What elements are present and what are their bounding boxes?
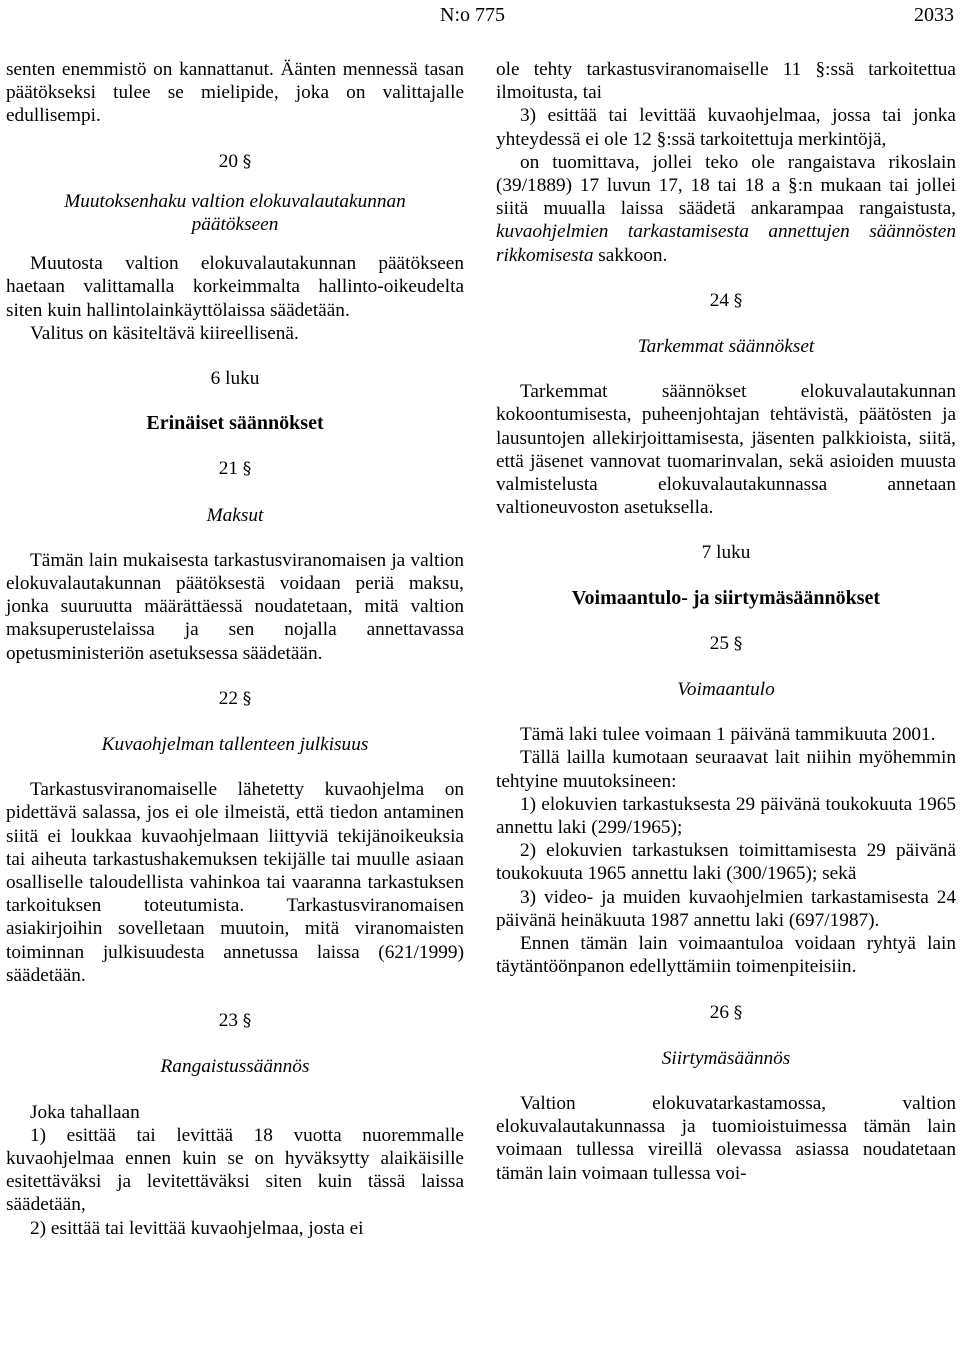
section-sign-icon: § bbox=[242, 459, 252, 480]
section-23-continuation-3 bbox=[496, 151, 956, 267]
section-20-title: Muutoksenhaku valtion elokuvalautakunnan päätökseen bbox=[64, 190, 406, 236]
section-25-paragraph-2: Tällä lailla kumotaan seuraavat lait niihin myöhemmin tehtyine muutoksineen: bbox=[496, 747, 956, 792]
offence-name: kuvaohjelmien tarkastamisesta annettujen säännösten rikkomisesta bbox=[496, 221, 956, 266]
chapter-7-title: Voimaantulo- ja siirtymäsäännökset bbox=[571, 586, 881, 609]
section-25-paragraph-1: Tämä laki tulee voimaan 1 päivänä tammikuuta 2001. bbox=[520, 724, 936, 746]
section-23-number: 23 bbox=[218, 1010, 238, 1032]
section-25-paragraph-6: Ennen tämän lain voimaantuloa voidaan ryhtyä lain täytäntöönpanon edellyttämiin toimenpiteisiin. bbox=[496, 933, 956, 978]
section-20-number: 20 bbox=[218, 150, 238, 172]
section-25-title: Voimaantulo bbox=[677, 679, 775, 701]
section-22-paragraph-1: Tarkastusviranomaiselle lähetetty kuvaohjelma on pidettävä salassa, jos ei ole ilmeistä, että tiedon antaminen siitä ei loukkaa kuvaohjelmaan liittyviä tekijänoikeuksia tai aiheuta tarkastushakemuksen tekijälle tai muulle asiaan osalliselle taloudellista vahinkoa tai vaaranna tarkastuksen tarkoituksen toteutumista. Tarkastusviranomaisen asiakirjoihin sovelletaan muutoin, mitä viranomaisten toiminnan julkisuudesta annetussa laissa (621/1999) säädetään. bbox=[6, 779, 464, 986]
section-22-title: Kuvaohjelman tallenteen julkisuus bbox=[101, 734, 369, 756]
section-20-heading bbox=[6, 150, 464, 174]
section-26-number: 26 bbox=[709, 1001, 729, 1023]
section-24-paragraph-1: Tarkemmat säännökset elokuvalautakunnan kokoontumisesta, puheenjohtajan tehtävistä, päätösten ja lausuntojen allekirjoittamisesta, jäsenten palkkioista, siitä, että jäsenet vannovat tuomarinvalan, sekä asioiden muusta valmistelusta elokuvalautakunnassa annetaan valtioneuvoston asetuksella. bbox=[496, 381, 956, 519]
section-25-paragraph-5: 3) video- ja muiden kuvaohjelmien tarkastamisesta 24 päivänä heinäkuuta 1987 annettu laki (697/1987). bbox=[496, 886, 956, 931]
penalty-text-end: sakkoon. bbox=[593, 244, 668, 266]
section-22-heading bbox=[6, 687, 464, 711]
section-25-heading bbox=[496, 632, 956, 656]
section-sign-icon: § bbox=[733, 1002, 743, 1023]
section-21-heading bbox=[6, 457, 464, 481]
section-25-paragraph-4: 2) elokuvien tarkastuksen toimittamisesta 29 päivänä toukokuuta 1965 annettu laki (300/1965); sekä bbox=[496, 840, 956, 885]
penalty-text-start: on tuomittava, jollei teko ole rangaistava rikoslain (39/1889) 17 luvun 17, 18 tai 18 a §:n mukaan tai jollei siitä muualla laissa säädetä ankarampaa rangaistusta, bbox=[496, 151, 956, 220]
section-25-paragraph-3: 1) elokuvien tarkastuksesta 29 päivänä toukokuuta 1965 annettu laki (299/1965); bbox=[496, 793, 956, 839]
section-24-title: Tarkemmat säännökset bbox=[637, 336, 815, 358]
section-23-title: Rangaistussäännös bbox=[160, 1056, 310, 1078]
intro-paragraph: senten enemmistö on kannattanut. Äänten mennessä tasan päätökseksi tulee se mielipide, joka on valittajalle edullisempi. bbox=[6, 59, 464, 127]
section-26-heading bbox=[496, 1001, 956, 1025]
page-number: 2033 bbox=[914, 4, 954, 26]
section-21-number: 21 bbox=[218, 458, 238, 480]
section-23-paragraph-1: Joka tahallaan bbox=[30, 1101, 140, 1123]
section-26-paragraph-1: Valtion elokuvatarkastamossa, valtion elokuvalautakunnassa ja tuomioistuimessa tämän lain voimaan tullessa vireillä olevassa asiassa noudatetaan tämän lain voimaan tullessa voi- bbox=[496, 1092, 956, 1184]
right-column bbox=[496, 58, 956, 1185]
section-sign-icon: § bbox=[733, 290, 743, 311]
section-20-paragraph-1: Muutosta valtion elokuvalautakunnan päätökseen haetaan valittamalla korkeimmalta hallinto-oikeudelta siten kuin hallintolainkäyttölaissa säädetään. bbox=[6, 253, 464, 321]
section-21-title: Maksut bbox=[206, 504, 264, 526]
section-20-paragraph-2: Valitus on käsiteltävä kiireellisenä. bbox=[30, 322, 299, 344]
page-header bbox=[0, 4, 960, 26]
statute-number: N:o 775 bbox=[440, 4, 505, 26]
section-26-title: Siirtymäsäännös bbox=[661, 1047, 791, 1069]
chapter-7-number: 7 luku bbox=[701, 542, 751, 564]
section-24-heading bbox=[496, 289, 956, 313]
section-sign-icon: § bbox=[242, 688, 252, 709]
section-23-paragraph-3: 2) esittää tai levittää kuvaohjelmaa, josta ei bbox=[30, 1217, 364, 1239]
section-sign-icon: § bbox=[733, 633, 743, 654]
section-23-continuation-2: 3) esittää tai levittää kuvaohjelmaa, jossa tai jonka yhteydessä ei ole 12 §:ssä tarkoitettuja merkintöjä, bbox=[496, 105, 956, 150]
section-23-continuation-1: ole tehty tarkastusviranomaiselle 11 §:ssä tarkoitettua ilmoitusta, tai bbox=[496, 59, 956, 104]
section-23-heading bbox=[6, 1009, 464, 1033]
section-23-paragraph-2: 1) esittää tai levittää 18 vuotta nuoremmalle kuvaohjelmaa ennen kuin se on hyväksytty alaikäisille esitettäväksi ja levitettäväksi siten kuin tässä laissa säädetään, bbox=[6, 1124, 464, 1216]
chapter-6-title: Erinäiset säännökset bbox=[146, 412, 324, 435]
chapter-6-number: 6 luku bbox=[210, 368, 260, 390]
section-22-number: 22 bbox=[218, 687, 238, 709]
section-sign-icon: § bbox=[242, 1011, 252, 1032]
left-column bbox=[6, 58, 464, 1240]
section-25-number: 25 bbox=[709, 632, 729, 654]
section-sign-icon: § bbox=[242, 151, 252, 172]
section-21-paragraph-1: Tämän lain mukaisesta tarkastusviranomaisen ja valtion elokuvalautakunnan päätöksestä voidaan periä maksu, jonka suuruutta määrättäessä noudatetaan, mitä valtion maksuperustelaissa ja sen nojalla annettavassa opetusministeriön asetuksessa säädetään. bbox=[6, 549, 464, 664]
section-24-number: 24 bbox=[709, 289, 729, 311]
